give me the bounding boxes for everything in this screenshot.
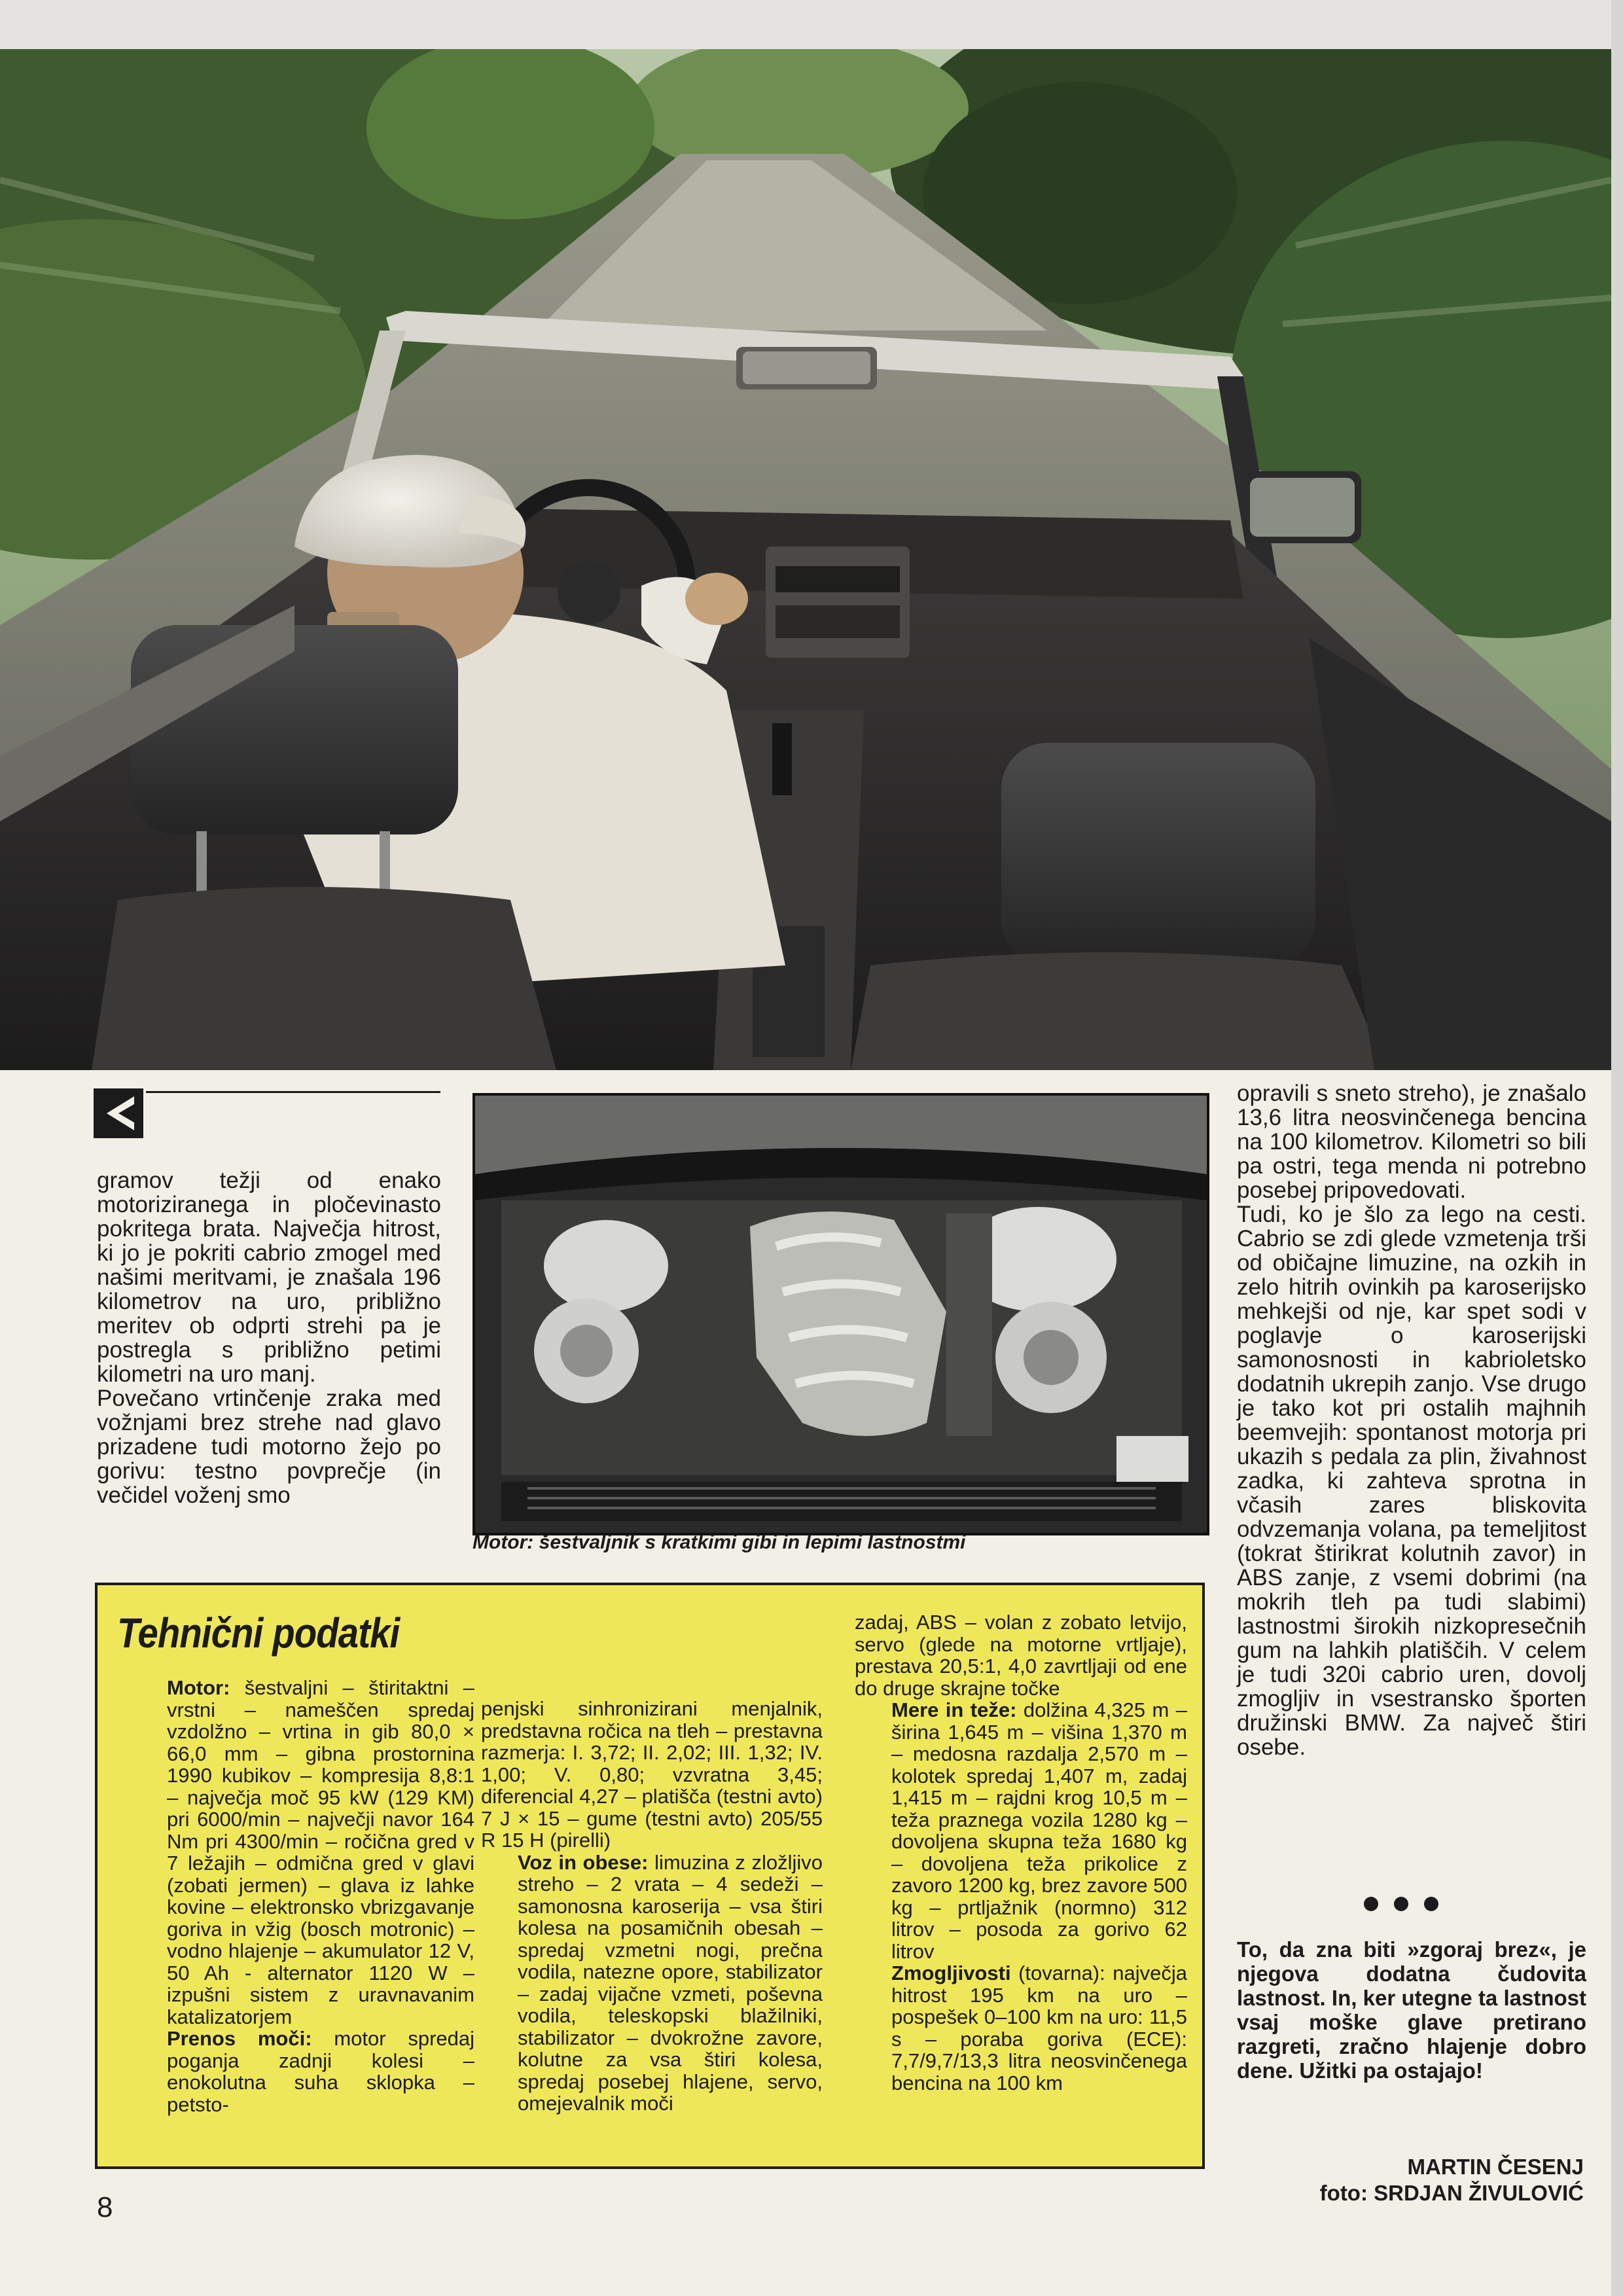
photo-credit: foto: SRDJAN ŽIVULOVIĆ bbox=[1319, 2181, 1584, 2205]
marker-rule bbox=[146, 1091, 440, 1093]
spec-prenos bbox=[130, 2028, 474, 2115]
closing-text: To, da zna biti »zgoraj brez«, je njegova dodatna čudovita lastnost. In, ker utegne ta lastnost vsaj moške glave pretirano razgreti, zračno hlajenje dobro dene. Užitki pa ostajajo! bbox=[1237, 1937, 1586, 2083]
tech-column-3 bbox=[855, 1611, 1187, 2094]
section-dots bbox=[1364, 1897, 1469, 1923]
hero-photo-convertible bbox=[0, 49, 1611, 1070]
spec-motor-text: šestvaljni – štiritaktni – vrstni – nameščen spredaj vzdolžno – vrtina in gib 80,0 × 66,0 mm – gibna prostornina 1990 kubikov – kompresija 8,8:1 – največja moč 95 kW (129 KM) pri 6000/min – največji navor 164 Nm pri 4300/min – ročična gred v 7 ležajih – odmična gred v glavi (zobati jermen) – glava iz lahke kovine – elektronsko vbrizgavanje goriva in vžig (bosch motronic) – vodno hlajenje – akumulator 12 V, 50 Ah - alternator 1120 W – izpušni sistem z uravnavanim katalizatorjem bbox=[167, 1676, 474, 2028]
dot-icon bbox=[1364, 1897, 1378, 1911]
section-marker bbox=[94, 1088, 440, 1141]
spec-mere bbox=[855, 1699, 1187, 1962]
scan-margin-top bbox=[0, 0, 1623, 49]
closing-paragraph bbox=[1237, 1937, 1586, 2083]
spec-zmog-text: (tovarna): največja hitrost 195 km na uro – pospešek 0–100 km na uro: 11,5 s – poraba goriva (ECE): 7,7/9,7/13,3 litra neosvinčenega bencina na 100 km bbox=[891, 1962, 1187, 2094]
tech-column-1 bbox=[130, 1677, 474, 2115]
engine-caption: Motor: šestvaljnik s kratkimi gibi in lepimi lastnostmi bbox=[473, 1532, 966, 1553]
col3-paragraph-1: opravili s sneto streho), je znašalo 13,6 litra neosvinčenega bencina na 100 kilometrov. Kilometri so bili pa ostri, tega menda ni potrebno posebej pripovedovati. bbox=[1237, 1081, 1586, 1203]
article-column-3 bbox=[1237, 1081, 1586, 1759]
spec-zmog-label: Zmogljivosti bbox=[891, 1962, 1011, 1984]
article-column-1 bbox=[97, 1168, 441, 1507]
dot-icon bbox=[1394, 1897, 1408, 1911]
col3-paragraph-2: Tudi, ko je šlo za lego na cesti. Cabrio se zdi glede vzmetenja trši od običajne limuzine, na ozkih in zelo hitrih ovinkih pa karoserijsko mehkejši od nje, kar spet sodi v poglavje o karoserijski samonosnosti in kabrioletsko dodatnih ukrepih zanjo. Vse drugo je tako kot pri ostalih majhnih beemvejih: spontanost motorja pri ukazih s pedala za plin, živahnost zadka, ki zahteva sprotna in včasih zares bliskovita odvzemanja volana, pa temeljitost (tokrat štirikrat kolutnih zavor) in ABS zanje, z vsemi dobrimi (na mokrih tleh pa tudi slabimi) lastnostmi širokih nizkopresečnih gum na lahkih platiščih. V celem je tudi 320i cabrio uren, dovolj zmogljiv in vsestransko športen družinski BMW. Za največ štiri osebe. bbox=[1237, 1202, 1586, 1760]
engine-bay-photo bbox=[473, 1093, 1209, 1535]
spec-mere-text: dolžina 4,325 m – širina 1,645 m – višina 1,370 m – medosna razdalja 2,570 m – kolotek spredaj 1,407 m, zadaj 1,415 m – rajdni krog 10,5 m – teža praznega vozila 1280 kg – dovoljena skupna teža 1680 kg – dovoljena teža prikolice z zavoro 1200 kg, brez zavore 500 kg – prtljažnik (normno) 312 litrov – posoda za gorivo 62 litrov bbox=[891, 1698, 1187, 1963]
arrow-left-icon bbox=[94, 1088, 143, 1138]
spec-motor-label: Motor: bbox=[167, 1676, 230, 1699]
spec-voz-label: Voz in obese: bbox=[518, 1850, 649, 1874]
spec-gearbox: penjski sinhronizirani menjalnik, predstavna ročica na tleh – prestavna razmerja: I. 3,72; II. 2,02; III. 1,32; IV. 1,00; V. 0,80; vzvratna 3,45; diferencial 4,27 – platišča (testni avto) 7 J × 15 – gume (testni avto) 205/55 R 15 H (pirelli) bbox=[481, 1697, 823, 1852]
spec-zmog bbox=[855, 1962, 1187, 2094]
spec-voz-text: limuzina z zložljivo streho – 2 vrata – 4 sedeži – samonosna karoserija – vsa štiri kolesa na posamičnih obesah – spredaj vzmetni nogi, prečna vodila, natezne opore, stabilizator – zadaj vijačne vzmeti, poševna vodila, teleskopski blažilniki, stabilizator – dvokrožne zavore, kolutne za vsa štiri kolesa, spredaj posebej hlajene, servo, omejevalnik moči bbox=[518, 1850, 823, 2115]
spec-mere-label: Mere in teže: bbox=[891, 1698, 1017, 1721]
spec-prenos-text: motor spredaj poganja zadnji kolesi – enokolutna suha sklopka – petsto- bbox=[167, 2027, 474, 2116]
dot-icon bbox=[1424, 1897, 1438, 1911]
col1-paragraph-1: gramov težji od enako motoriziranega in pločevinasto pokritega brata. Največja hitrost, ki jo je pokriti cabrio zmogel med našimi meritvami, je znašala 196 kilometrov na uro, približno meritev ob odprti strehi pa je postregla s približno petimi kilometri na uro manj. bbox=[97, 1168, 441, 1387]
col1-paragraph-2: Povečano vrtinčenje zraka med vožnjami brez strehe nad glavo prizadene tudi motorno žejo po gorivu: testno povprečje (in večidel voženj smo bbox=[97, 1386, 441, 1508]
spec-steering: zadaj, ABS – volan z zobato letvijo, servo (glede na motorne vrtljaje), prestava 20,5:1, 4,0 zavrtljaji od ene do druge skrajne točke bbox=[855, 1611, 1187, 1700]
tech-specs-title: Tehnični podatki bbox=[117, 1609, 400, 1657]
spec-prenos-label: Prenos moči: bbox=[167, 2027, 312, 2050]
tech-column-2 bbox=[481, 1698, 823, 2115]
tech-specs-box bbox=[95, 1583, 1205, 2169]
spec-motor bbox=[130, 1677, 474, 2028]
spec-voz bbox=[481, 1852, 823, 2115]
page-number: 8 bbox=[97, 2191, 113, 2223]
scan-margin-right bbox=[1611, 0, 1623, 2296]
author-credit: MARTIN ČESENJ bbox=[1407, 2155, 1584, 2179]
